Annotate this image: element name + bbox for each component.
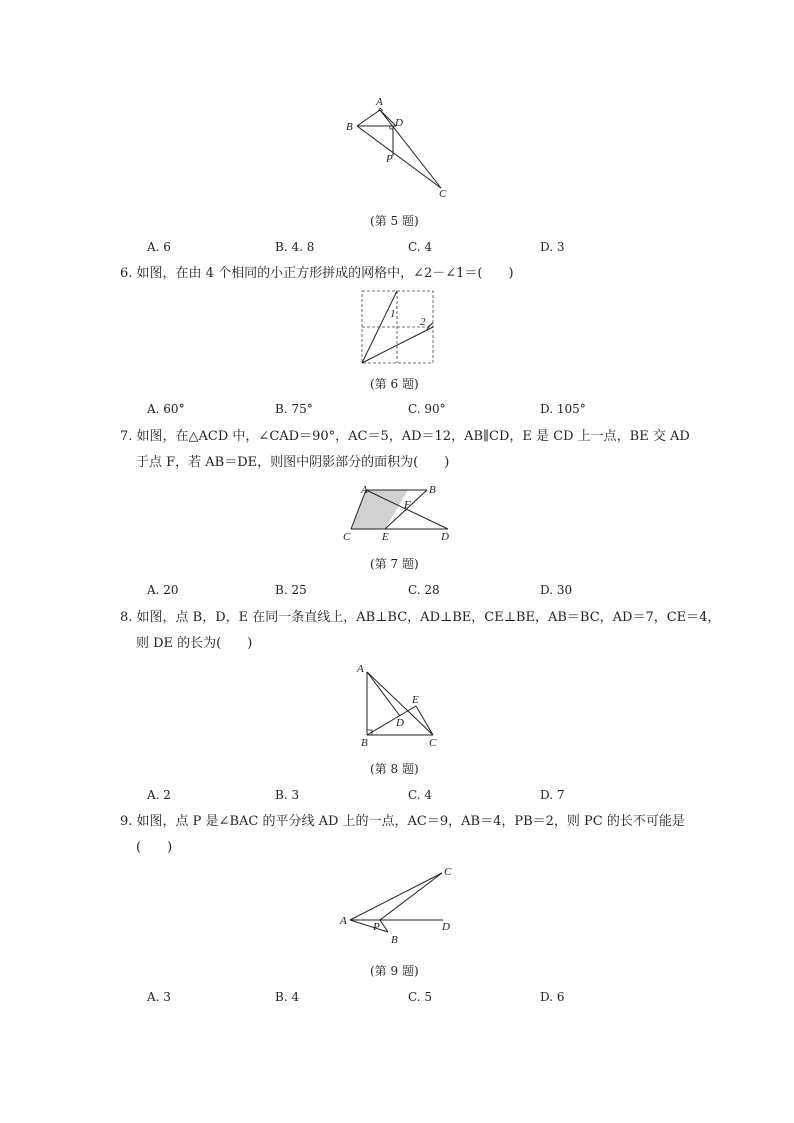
q5-option-d[interactable]: D. 3 <box>540 240 565 254</box>
caption-q5: (第 5 题) <box>370 214 419 228</box>
q8-option-d[interactable]: D. 7 <box>540 788 565 802</box>
q8-option-b[interactable]: B. 3 <box>275 788 300 802</box>
figure-q9 <box>335 862 465 952</box>
fig8-label-C: C <box>429 737 437 749</box>
fig7-shaded-region <box>351 490 408 529</box>
fig9-label-C: C <box>444 866 452 878</box>
question-7-line2: 于点 F，若 AB＝DE，则图中阴影部分的面积为( ) <box>136 455 450 470</box>
question-6-text: 6. 如图，在由 4 个相同的小正方形拼成的网格中，∠2－∠1＝( ) <box>120 266 514 281</box>
fig6-label-2: 2 <box>420 316 426 328</box>
q5-option-a[interactable]: A. 6 <box>147 240 171 254</box>
figure-q7 <box>340 482 455 542</box>
q8-option-a[interactable]: A. 2 <box>147 788 171 802</box>
caption-q8: (第 8 题) <box>370 762 419 776</box>
figure-q8 <box>350 660 450 750</box>
q9-option-a[interactable]: A. 3 <box>147 990 171 1004</box>
q6-option-d[interactable]: D. 105° <box>540 402 586 416</box>
q5-option-c[interactable]: C. 4 <box>408 240 433 254</box>
fig6-label-1: 1 <box>390 308 396 320</box>
fig7-label-A: A <box>361 484 368 496</box>
q7-option-b[interactable]: B. 25 <box>275 583 307 597</box>
fig5-label-C: C <box>439 188 447 200</box>
q5-option-b[interactable]: B. 4. 8 <box>275 240 315 254</box>
q9-option-b[interactable]: B. 4 <box>275 990 300 1004</box>
fig8-label-E: E <box>412 694 419 706</box>
caption-q6: (第 6 题) <box>370 377 419 391</box>
fig7-label-F: F <box>404 499 411 511</box>
fig7-label-B: B <box>429 484 436 496</box>
q6-option-c[interactable]: C. 90° <box>408 402 446 416</box>
fig9-label-B: B <box>391 934 398 946</box>
question-8-line1: 8. 如图，点 B，D，E 在同一条直线上，AB⊥BC，AD⊥BE，CE⊥BE，AB＝BC，AD＝7，CE＝4， <box>120 610 721 625</box>
fig7-label-C: C <box>343 531 351 543</box>
q9-option-d[interactable]: D. 6 <box>540 990 565 1004</box>
figure-q5 <box>340 92 460 202</box>
q8-option-c[interactable]: C. 4 <box>408 788 433 802</box>
q7-option-c[interactable]: C. 28 <box>408 583 440 597</box>
fig9-label-A: A <box>340 915 347 927</box>
figure-q6 <box>358 289 438 367</box>
caption-q9: (第 9 题) <box>370 964 419 978</box>
question-9-line2: ( ) <box>136 840 173 855</box>
fig7-label-E: E <box>382 531 389 543</box>
question-9-line1: 9. 如图，点 P 是∠BAC 的平分线 AD 上的一点，AC＝9，AB＝4，PB＝2，则 PC 的长不可能是 <box>120 814 685 829</box>
fig5-label-A: A <box>376 96 383 108</box>
fig9-label-P: P <box>373 921 380 933</box>
fig5-label-D: D <box>395 117 403 129</box>
fig8-label-B: B <box>361 737 368 749</box>
fig5-label-P: P <box>386 153 393 165</box>
q6-option-b[interactable]: B. 75° <box>275 402 313 416</box>
fig8-label-D: D <box>396 717 404 729</box>
fig8-label-A: A <box>357 663 364 675</box>
fig7-label-D: D <box>441 531 449 543</box>
question-8-line2: 则 DE 的长为( ) <box>136 636 253 651</box>
fig9-label-D: D <box>442 921 450 933</box>
fig5-label-B: B <box>346 121 353 133</box>
q9-option-c[interactable]: C. 5 <box>408 990 433 1004</box>
caption-q7: (第 7 题) <box>370 557 419 571</box>
q6-option-a[interactable]: A. 60° <box>147 402 185 416</box>
q7-option-d[interactable]: D. 30 <box>540 583 573 597</box>
q7-option-a[interactable]: A. 20 <box>147 583 179 597</box>
question-7-line1: 7. 如图，在△ACD 中，∠CAD＝90°，AC＝5，AD＝12，AB∥CD，E 是 CD 上一点，BE 交 AD <box>120 429 690 444</box>
